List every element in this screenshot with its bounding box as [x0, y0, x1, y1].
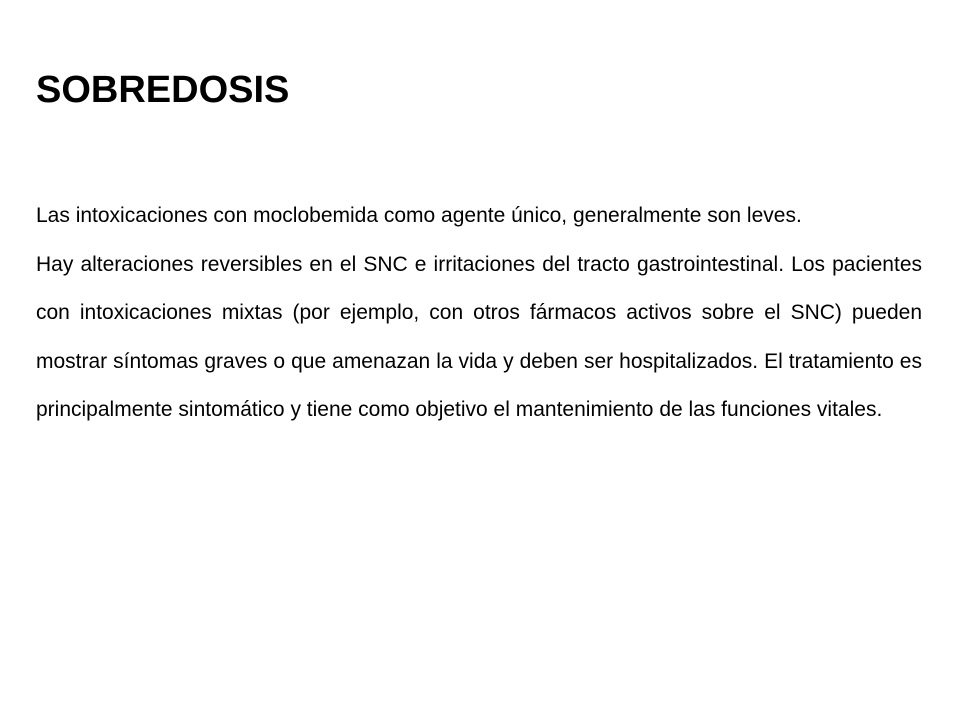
slide-title: SOBREDOSIS — [36, 69, 290, 111]
slide-body — [36, 192, 922, 435]
paragraph-intro: Las intoxicaciones con moclobemida como agente único, generalmente son leves. — [36, 204, 802, 227]
paragraph-details: Hay alteraciones reversibles en el SNC e irritaciones del tracto gastrointestinal. Los pacientes con intoxicaciones mixtas (por ejemplo, con otros fármacos activos sobre el SNC) pueden mostrar síntomas graves o que amenazan la vida y deben ser hospitalizados. El tratamiento es principalmente sintomático y tiene como objetivo el mantenimiento de las funciones vitales. — [36, 252, 922, 421]
